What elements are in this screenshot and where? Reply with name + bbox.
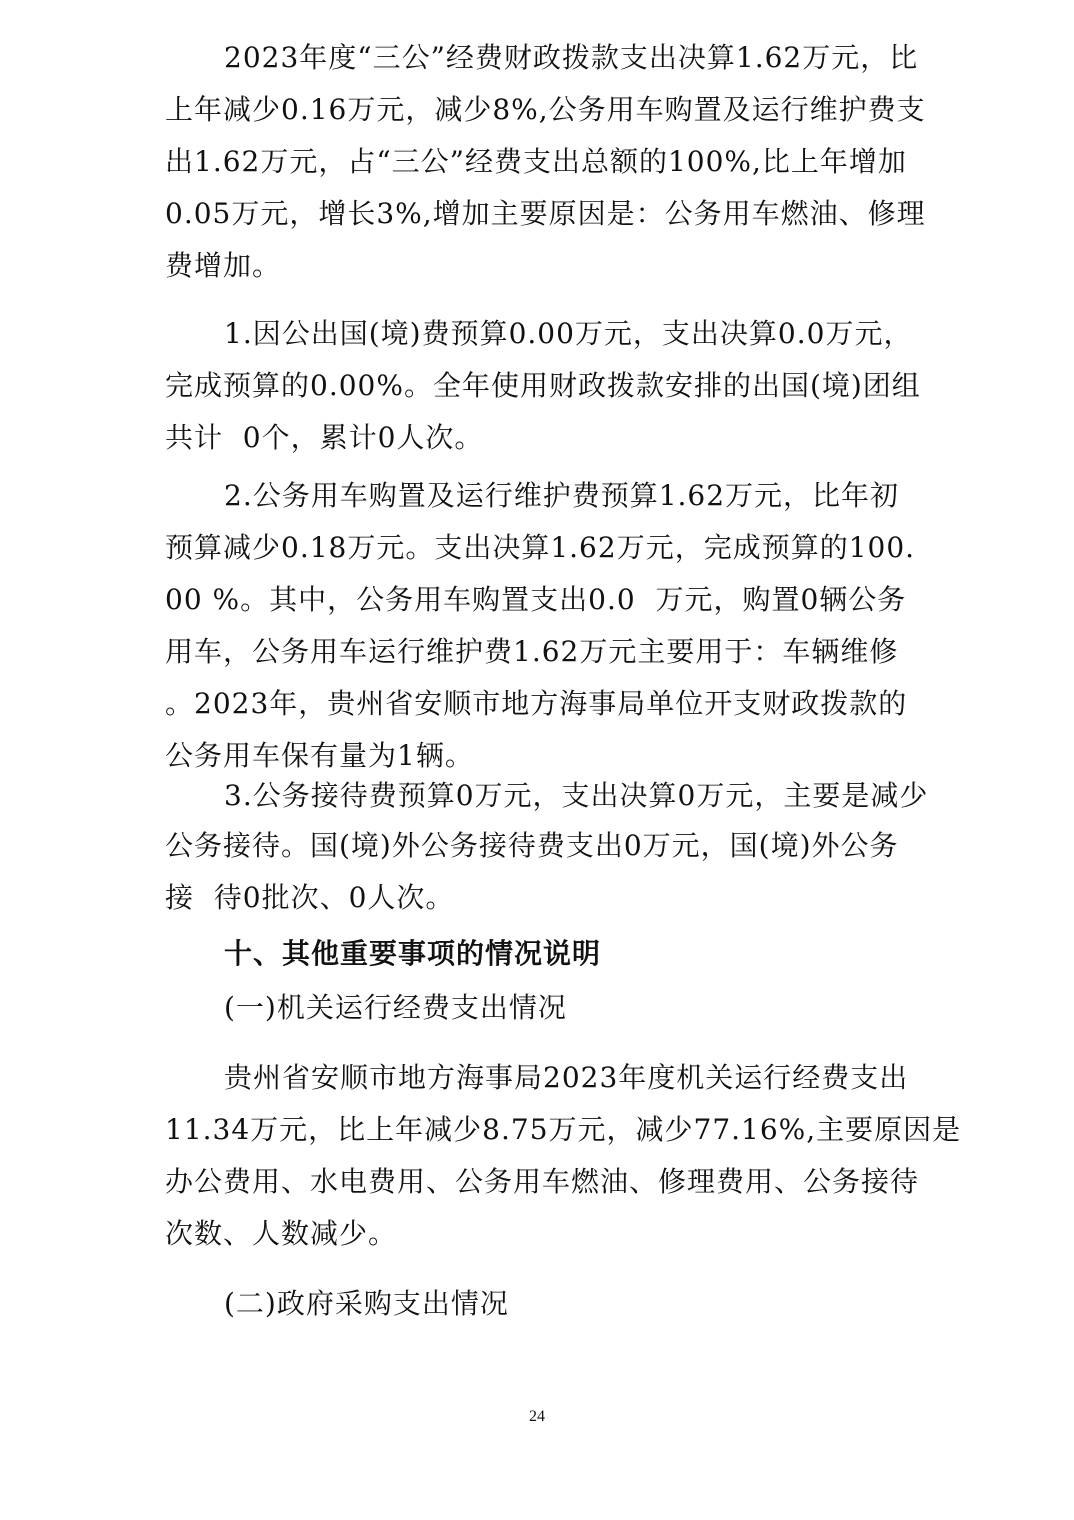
page-number: 24 bbox=[529, 1408, 545, 1425]
text-line: 公务用车保有量为1辆。 bbox=[165, 739, 474, 772]
text-line: 2.公务用车购置及运行维护费预算1.62万元，比年初 bbox=[224, 479, 900, 512]
text-line: 2023年度“三公”经费财政拨款支出决算1.62万元，比 bbox=[224, 41, 919, 74]
text-line: 接 待0批次、0人次。 bbox=[165, 881, 455, 914]
text-line: 办公费用、水电费用、公务用车燃油、修理费用、公务接待 bbox=[165, 1165, 920, 1198]
text-line: 3.公务接待费预算0万元，支出决算0万元，主要是减少 bbox=[224, 779, 929, 812]
subsection-heading: (二)政府采购支出情况 bbox=[224, 1287, 509, 1320]
text-line: 0.05万元，增长3%,增加主要原因是：公务用车燃油、修理 bbox=[165, 197, 926, 230]
text-line: 11.34万元，比上年减少8.75万元，减少77.16%,主要原因是 bbox=[165, 1113, 962, 1146]
text-line: 费增加。 bbox=[165, 249, 282, 282]
text-line: 。2023年，贵州省安顺市地方海事局单位开支财政拨款的 bbox=[165, 687, 908, 720]
text-line: 出1.62万元，占“三公”经费支出总额的100%,比上年增加 bbox=[165, 145, 907, 178]
subsection-heading: (一)机关运行经费支出情况 bbox=[224, 991, 567, 1024]
text-line: 00 %。其中，公务用车购置支出0.0 万元，购置0辆公务 bbox=[165, 583, 907, 616]
text-line: 用车，公务用车运行维护费1.62万元主要用于：车辆维修 bbox=[165, 635, 899, 668]
text-line: 完成预算的0.00%。全年使用财政拨款安排的出国(境)团组 bbox=[165, 369, 921, 402]
text-line: 上年减少0.16万元，减少8%,公务用车购置及运行维护费支 bbox=[165, 93, 926, 126]
text-line: 公务接待。国(境)外公务接待费支出0万元，国(境)外公务 bbox=[165, 829, 899, 862]
text-line: 共计 0个，累计0人次。 bbox=[165, 421, 484, 454]
text-line: 贵州省安顺市地方海事局2023年度机关运行经费支出 bbox=[224, 1061, 909, 1094]
text-line: 1.因公出国(境)费预算0.00万元，支出决算0.0万元， bbox=[224, 317, 913, 350]
text-line: 次数、人数减少。 bbox=[165, 1217, 398, 1250]
text-line: 预算减少0.18万元。支出决算1.62万元，完成预算的100. bbox=[165, 531, 916, 564]
section-heading: 十、其他重要事项的情况说明 bbox=[224, 937, 602, 970]
